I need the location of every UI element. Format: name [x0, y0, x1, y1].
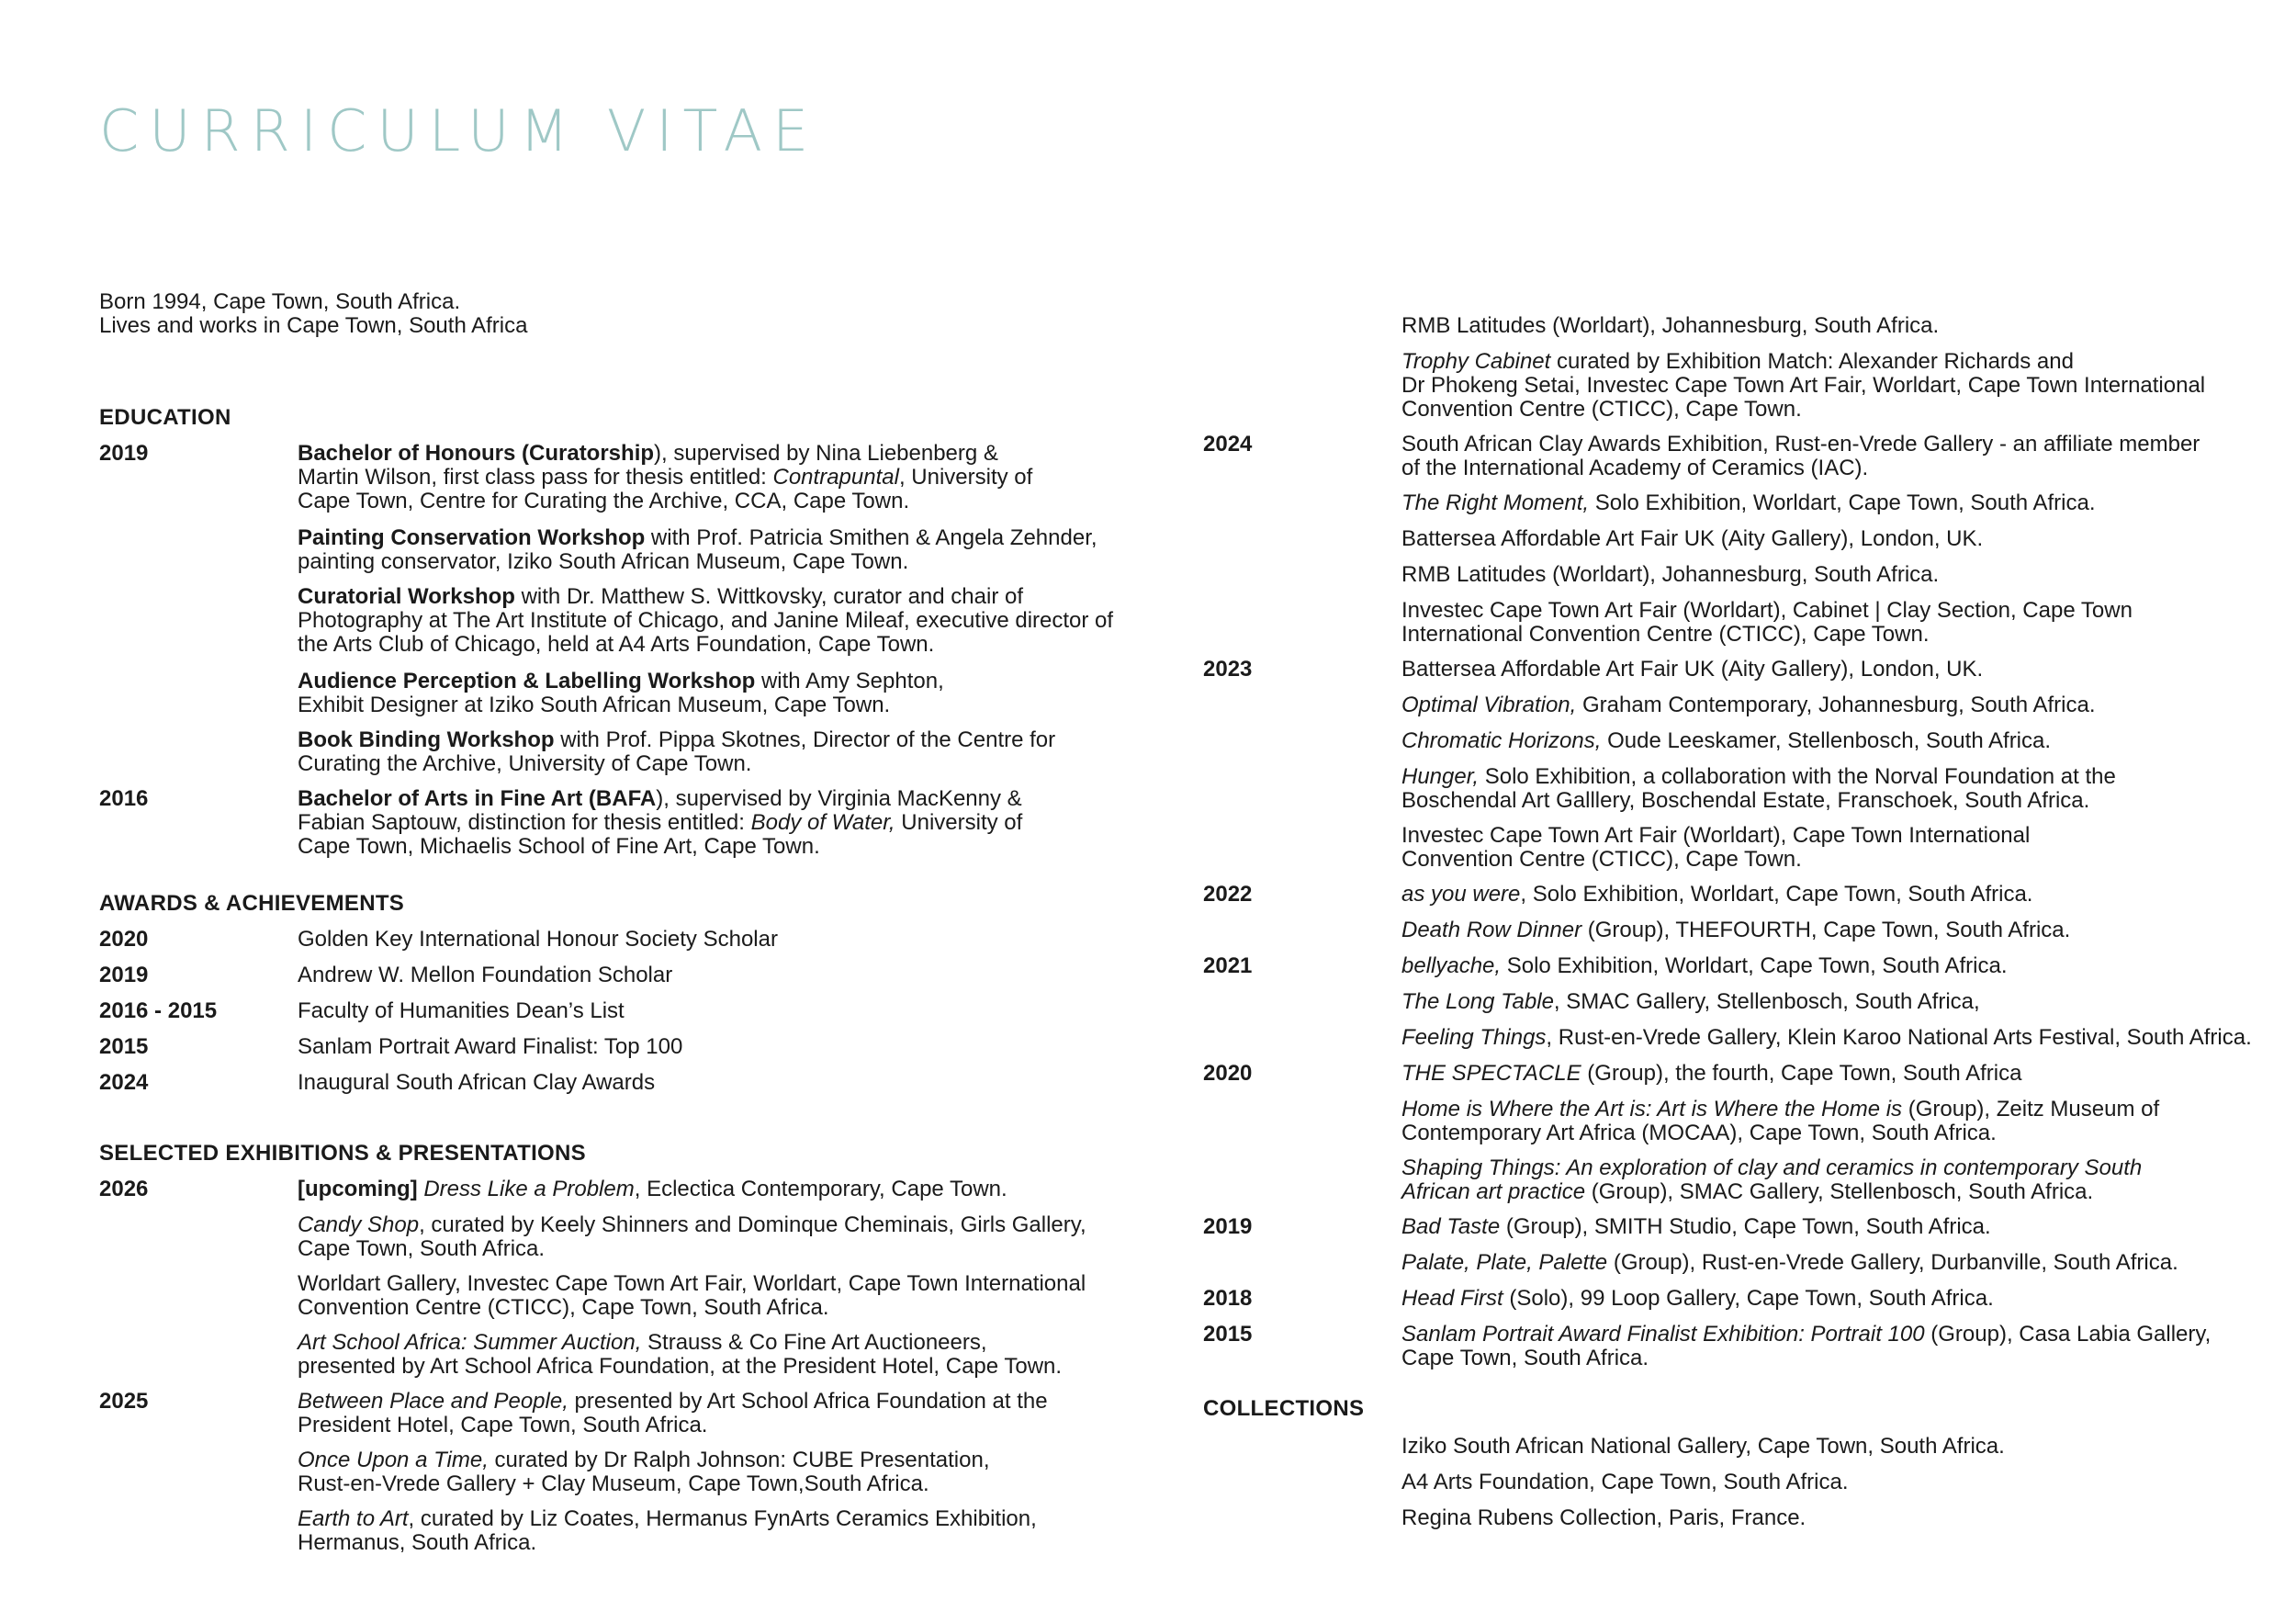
text-run: Investec Cape Town Art Fair (Worldart), Cabinet | Clay Section, Cape Town	[1401, 598, 2133, 623]
entry-line	[1401, 350, 2228, 374]
text-run: curated by Dr Ralph Johnson: CUBE Presentation,	[488, 1448, 990, 1472]
entry-text	[298, 1178, 1124, 1201]
text-run: with Prof. Pippa Skotnes, Director of the Centre for	[554, 727, 1056, 752]
entry-year: 2024	[1203, 432, 1253, 456]
entry-line	[1401, 954, 2228, 978]
entry-line	[298, 1237, 1124, 1261]
entry-line	[1401, 1156, 2228, 1180]
entry-line	[1401, 729, 2228, 753]
entry-line	[298, 670, 1124, 693]
collection-text: A4 Arts Foundation, Cape Town, South Africa.	[1401, 1470, 1849, 1494]
text-run: , University of	[898, 465, 1033, 490]
text-run: University of	[895, 810, 1023, 835]
text-run: Solo Exhibition, a collaboration with the Norval Foundation at the	[1479, 764, 2116, 789]
entry-text	[1401, 765, 2228, 813]
entry-year: 2021	[1203, 953, 1253, 978]
text-run: Contrapuntal	[772, 465, 899, 490]
text-run: RMB Latitudes (Worldart), Johannesburg, South Africa.	[1401, 313, 1940, 338]
entry-line	[1401, 1347, 2228, 1370]
entry-line	[1401, 1215, 2228, 1239]
entry-line	[298, 728, 1124, 752]
text-run: , Solo Exhibition, Worldart, Cape Town, South Africa.	[1520, 882, 2033, 907]
text-run: Sanlam Portrait Award Finalist Exhibition: Portrait 100	[1401, 1322, 1925, 1347]
text-run: [upcoming]	[298, 1177, 418, 1201]
text-run: Shaping Things: An exploration of clay and ceramics in contemporary South	[1401, 1155, 2143, 1180]
entry-text	[1401, 824, 2228, 872]
entry-year: 2019	[1203, 1214, 1253, 1239]
entry-text	[298, 928, 1124, 952]
text-run: Candy Shop	[298, 1212, 420, 1237]
entry-text	[1401, 883, 2228, 907]
entry-line	[1401, 563, 2228, 587]
text-run: The Right Moment,	[1401, 490, 1590, 515]
text-run: Martin Wilson, first class pass for thesis entitled:	[298, 465, 773, 490]
text-run: Earth to Art	[298, 1506, 409, 1531]
entry-line	[1401, 990, 2228, 1014]
text-run: Faculty of Humanities Dean’s List	[298, 998, 625, 1023]
awards-heading: AWARDS & ACHIEVEMENTS	[99, 891, 405, 916]
entry-line	[1401, 314, 2228, 338]
text-run: Feeling Things	[1401, 1025, 1547, 1050]
text-run: Photography at The Art Institute of Chicago, and Janine Mileaf, executive director of	[298, 608, 1114, 633]
collection-text: Regina Rubens Collection, Paris, France.	[1401, 1505, 1806, 1530]
entry-line	[1401, 824, 2228, 848]
entry-text	[298, 1331, 1124, 1379]
text-run: Cape Town, South Africa.	[298, 1236, 546, 1261]
entry-text	[1401, 1062, 2228, 1086]
entry-line	[298, 964, 1124, 987]
text-run: Golden Key International Honour Society Scholar	[298, 927, 778, 952]
entry-year: 2019	[99, 441, 149, 466]
text-run: ), supervised by Virginia MacKenny &	[656, 786, 1022, 811]
entry-line	[298, 752, 1124, 776]
text-run: International Convention Centre (CTICC), Cape Town.	[1401, 622, 1930, 647]
entry-line	[298, 466, 1124, 490]
entry-text	[1401, 599, 2228, 647]
text-run: Home is Where the Art is: Art is Where the Home is	[1401, 1097, 1903, 1121]
text-run: Boschendal Art Galllery, Boschendal Estate, Franschoek, South Africa.	[1401, 788, 2090, 813]
entry-text	[1401, 990, 2228, 1014]
text-run: Bachelor of Arts in Fine Art (BAFA	[298, 786, 657, 811]
text-run: (Group), SMAC Gallery, Stellenbosch, South Africa.	[1585, 1179, 2094, 1204]
entry-text	[1401, 919, 2228, 942]
entry-text	[1401, 1098, 2228, 1145]
text-run: presented by Art School Africa Foundation at the	[568, 1389, 1048, 1414]
text-run: Sanlam Portrait Award Finalist: Top 100	[298, 1034, 683, 1059]
entry-year: 2020	[99, 927, 149, 952]
text-run: (Group), SMITH Studio, Cape Town, South Africa.	[1500, 1214, 1991, 1239]
entry-text	[1401, 954, 2228, 978]
entry-line	[1401, 1323, 2228, 1347]
education-heading: EDUCATION	[99, 405, 231, 430]
entry-line	[1401, 1098, 2228, 1121]
entry-text	[298, 964, 1124, 987]
entry-text	[1401, 1025, 2252, 1050]
entry-year: 2016 - 2015	[99, 998, 218, 1023]
entry-year: 2025	[99, 1389, 149, 1414]
text-run: Graham Contemporary, Johannesburg, South Africa.	[1576, 693, 2096, 717]
collection-text: Iziko South African National Gallery, Cape Town, South Africa.	[1401, 1434, 2005, 1459]
entry-text	[298, 1507, 1124, 1555]
entry-text	[298, 442, 1124, 513]
entry-line	[298, 1472, 1124, 1496]
entry-line	[1401, 456, 2228, 480]
entry-line	[1401, 883, 2228, 907]
entry-text	[298, 999, 1124, 1023]
text-run: Solo Exhibition, Worldart, Cape Town, South Africa.	[1589, 490, 2096, 515]
text-run: Dress Like a Problem	[423, 1177, 635, 1201]
entry-line	[1401, 919, 2228, 942]
text-run: Head First	[1401, 1286, 1503, 1311]
entry-line	[298, 633, 1124, 657]
text-run: bellyache,	[1401, 953, 1502, 978]
entry-text	[298, 670, 1124, 717]
entry-line	[298, 693, 1124, 717]
entry-line	[298, 1071, 1124, 1095]
text-run: Death Row Dinner	[1401, 918, 1582, 942]
entry-line	[1401, 789, 2228, 813]
entry-text	[1401, 433, 2228, 480]
text-run: Curating the Archive, University of Cape Town.	[298, 751, 752, 776]
entry-text	[1401, 1156, 2228, 1204]
entry-line	[1401, 1025, 2252, 1050]
text-run: Bachelor of Honours (Curatorship	[298, 441, 655, 466]
text-run: with Prof. Patricia Smithen & Angela Zehnder,	[645, 525, 1097, 550]
entry-year: 2023	[1203, 657, 1253, 682]
entry-text	[1401, 350, 2228, 422]
text-run: African art practice	[1401, 1179, 1586, 1204]
text-run: (Group), Zeitz Museum of	[1902, 1097, 2160, 1121]
bio-line: Lives and works in Cape Town, South Africa	[99, 313, 528, 338]
entry-line	[1401, 765, 2228, 789]
entry-line	[298, 442, 1124, 466]
entry-year: 2018	[1203, 1286, 1253, 1311]
text-run: Solo Exhibition, Worldart, Cape Town, South Africa.	[1501, 953, 2008, 978]
entry-text	[298, 787, 1124, 859]
entry-text	[298, 1035, 1124, 1059]
text-run: with Dr. Matthew S. Wittkovsky, curator and chair of	[514, 584, 1023, 609]
text-run: Fabian Saptouw, distinction for thesis entitled:	[298, 810, 751, 835]
entry-line	[1401, 1062, 2228, 1086]
entry-text	[1401, 1251, 2228, 1275]
entry-text	[1401, 527, 2228, 551]
entry-year: 2024	[99, 1070, 149, 1095]
entry-line	[298, 490, 1124, 513]
text-run: RMB Latitudes (Worldart), Johannesburg, South Africa.	[1401, 562, 1940, 587]
entry-line	[1401, 599, 2228, 623]
text-run: , Rust-en-Vrede Gallery, Klein Karoo National Arts Festival, South Africa.	[1546, 1025, 2252, 1050]
text-run: presented by Art School Africa Foundation, at the President Hotel, Cape Town.	[298, 1354, 1063, 1379]
entry-line	[1401, 374, 2228, 398]
text-run: Bad Taste	[1401, 1214, 1501, 1239]
text-run: the Arts Club of Chicago, held at A4 Arts Foundation, Cape Town.	[298, 632, 935, 657]
text-run: THE SPECTACLE	[1401, 1061, 1581, 1086]
text-run: President Hotel, Cape Town, South Africa.	[298, 1413, 708, 1437]
text-run: with Amy Sephton,	[755, 669, 944, 693]
entry-line	[298, 1035, 1124, 1059]
entry-line	[1401, 693, 2228, 717]
entry-line	[1401, 658, 2228, 682]
entry-line	[298, 526, 1124, 550]
entry-line	[298, 1414, 1124, 1437]
entry-year: 2020	[1203, 1061, 1253, 1086]
text-run: Investec Cape Town Art Fair (Worldart), Cape Town International	[1401, 823, 2031, 848]
text-run: Art School Africa: Summer Auction,	[298, 1330, 642, 1355]
text-run: Painting Conservation Workshop	[298, 525, 646, 550]
entry-line	[298, 1296, 1124, 1320]
text-run: (Group), the fourth, Cape Town, South Africa	[1581, 1061, 2022, 1086]
entry-line	[1401, 1121, 2228, 1145]
entry-line	[298, 1448, 1124, 1472]
entry-text	[298, 1448, 1124, 1496]
entry-text	[1401, 491, 2228, 515]
text-run: Hermanus, South Africa.	[298, 1530, 537, 1555]
entry-text	[298, 585, 1124, 657]
entry-line	[298, 1331, 1124, 1355]
entry-year: 2026	[99, 1177, 149, 1201]
text-run: Body of Water,	[750, 810, 895, 835]
text-run: Contemporary Art Africa (MOCAA), Cape Town, South Africa.	[1401, 1121, 1997, 1145]
entry-text	[298, 526, 1124, 574]
entry-text	[1401, 1215, 2228, 1239]
entry-year: 2015	[1203, 1322, 1253, 1347]
text-run: Andrew W. Mellon Foundation Scholar	[298, 963, 673, 987]
entry-text	[1401, 1323, 2228, 1370]
entry-line	[298, 550, 1124, 574]
entry-text	[1401, 693, 2228, 717]
text-run: The Long Table	[1401, 989, 1554, 1014]
text-run: Cape Town, Centre for Curating the Archive, CCA, Cape Town.	[298, 489, 910, 513]
entry-line	[298, 999, 1124, 1023]
text-run: Book Binding Workshop	[298, 727, 555, 752]
text-run: Palate, Plate, Palette	[1401, 1250, 1608, 1275]
text-run: (Group), THEFOURTH, Cape Town, South Africa.	[1581, 918, 2071, 942]
entry-line	[298, 1213, 1124, 1237]
text-run: (Group), Casa Labia Gallery,	[1924, 1322, 2212, 1347]
bio	[99, 290, 527, 338]
entry-line	[1401, 398, 2228, 422]
text-run: (Group), Rust-en-Vrede Gallery, Durbanville, South Africa.	[1607, 1250, 2178, 1275]
entry-text	[298, 1213, 1124, 1261]
text-run: Once Upon a Time,	[298, 1448, 489, 1472]
entry-line	[298, 609, 1124, 633]
entry-line	[298, 1355, 1124, 1379]
entry-year: 2019	[99, 963, 149, 987]
entry-line	[1401, 1180, 2228, 1204]
entry-year: 2022	[1203, 882, 1253, 907]
text-run: painting conservator, Iziko South African Museum, Cape Town.	[298, 549, 909, 574]
text-run: (Solo), 99 Loop Gallery, Cape Town, South Africa.	[1503, 1286, 1994, 1311]
text-run: South African Clay Awards Exhibition, Rust-en-Vrede Gallery - an affiliate member	[1401, 432, 2200, 456]
page-title: CURRICULUM VITAE	[99, 97, 819, 164]
text-run: as you were	[1401, 882, 1521, 907]
entry-line	[298, 585, 1124, 609]
entry-line	[1401, 1251, 2228, 1275]
entry-text	[298, 1390, 1124, 1437]
text-run: Convention Centre (CTICC), Cape Town, South Africa.	[298, 1295, 829, 1320]
text-run: Battersea Affordable Art Fair UK (Aity Gallery), London, UK.	[1401, 526, 1984, 551]
text-run: curated by Exhibition Match: Alexander Richards and	[1550, 349, 2074, 374]
entry-line	[298, 787, 1124, 811]
entry-line	[1401, 491, 2228, 515]
entry-line	[298, 1390, 1124, 1414]
text-run: Curatorial Workshop	[298, 584, 515, 609]
entry-year: 2015	[99, 1034, 149, 1059]
collections-heading: COLLECTIONS	[1203, 1396, 1365, 1421]
entry-text	[298, 1071, 1124, 1095]
entry-line	[1401, 1287, 2228, 1311]
entry-line	[298, 811, 1124, 835]
text-run: Hunger,	[1401, 764, 1480, 789]
entry-line	[298, 1531, 1124, 1555]
text-run: Worldart Gallery, Investec Cape Town Art Fair, Worldart, Cape Town International	[298, 1271, 1086, 1296]
entry-text	[298, 1272, 1124, 1320]
text-run: Cape Town, South Africa.	[1401, 1346, 1649, 1370]
entry-year: 2016	[99, 786, 149, 811]
text-run: Convention Centre (CTICC), Cape Town.	[1401, 397, 1802, 422]
text-run: Optimal Vibration,	[1401, 693, 1577, 717]
text-run: Exhibit Designer at Iziko South African Museum, Cape Town.	[298, 693, 891, 717]
text-run: Chromatic Horizons,	[1401, 728, 1602, 753]
text-run: Strauss & Co Fine Art Auctioneers,	[641, 1330, 987, 1355]
entry-text	[1401, 563, 2228, 587]
text-run: Inaugural South African Clay Awards	[298, 1070, 656, 1095]
text-run: Dr Phokeng Setai, Investec Cape Town Art Fair, Worldart, Cape Town International	[1401, 373, 2206, 398]
entry-line	[1401, 433, 2228, 456]
entry-line	[298, 1178, 1124, 1201]
text-run: ), supervised by Nina Liebenberg &	[654, 441, 998, 466]
bio-line: Born 1994, Cape Town, South Africa.	[99, 289, 461, 314]
text-run: , SMAC Gallery, Stellenbosch, South Africa,	[1553, 989, 1980, 1014]
entry-line	[1401, 848, 2228, 872]
text-run: , curated by Keely Shinners and Dominque Cheminais, Girls Gallery,	[419, 1212, 1086, 1237]
entry-line	[1401, 623, 2228, 647]
entry-line	[298, 835, 1124, 859]
text-run: Cape Town, Michaelis School of Fine Art, Cape Town.	[298, 834, 820, 859]
entry-text	[1401, 314, 2228, 338]
text-run: Rust-en-Vrede Gallery + Clay Museum, Cape Town,South Africa.	[298, 1471, 929, 1496]
text-run: Trophy Cabinet	[1401, 349, 1551, 374]
text-run: Battersea Affordable Art Fair UK (Aity Gallery), London, UK.	[1401, 657, 1984, 682]
entry-line	[298, 1272, 1124, 1296]
text-run: Audience Perception & Labelling Workshop	[298, 669, 756, 693]
entry-line	[1401, 527, 2228, 551]
text-run: , Eclectica Contemporary, Cape Town.	[634, 1177, 1007, 1201]
exhibitions-heading: SELECTED EXHIBITIONS & PRESENTATIONS	[99, 1141, 586, 1166]
text-run: of the International Academy of Ceramics (IAC).	[1401, 456, 1869, 480]
text-run: , curated by Liz Coates, Hermanus FynArts Ceramics Exhibition,	[408, 1506, 1037, 1531]
entry-line	[298, 1507, 1124, 1531]
text-run: Between Place and People,	[298, 1389, 568, 1414]
text-run: Oude Leeskamer, Stellenbosch, South Africa.	[1601, 728, 2052, 753]
text-run: Convention Centre (CTICC), Cape Town.	[1401, 847, 1802, 872]
entry-text	[1401, 658, 2228, 682]
entry-text	[1401, 1287, 2228, 1311]
entry-text	[1401, 729, 2228, 753]
entry-text	[298, 728, 1124, 776]
entry-line	[298, 928, 1124, 952]
